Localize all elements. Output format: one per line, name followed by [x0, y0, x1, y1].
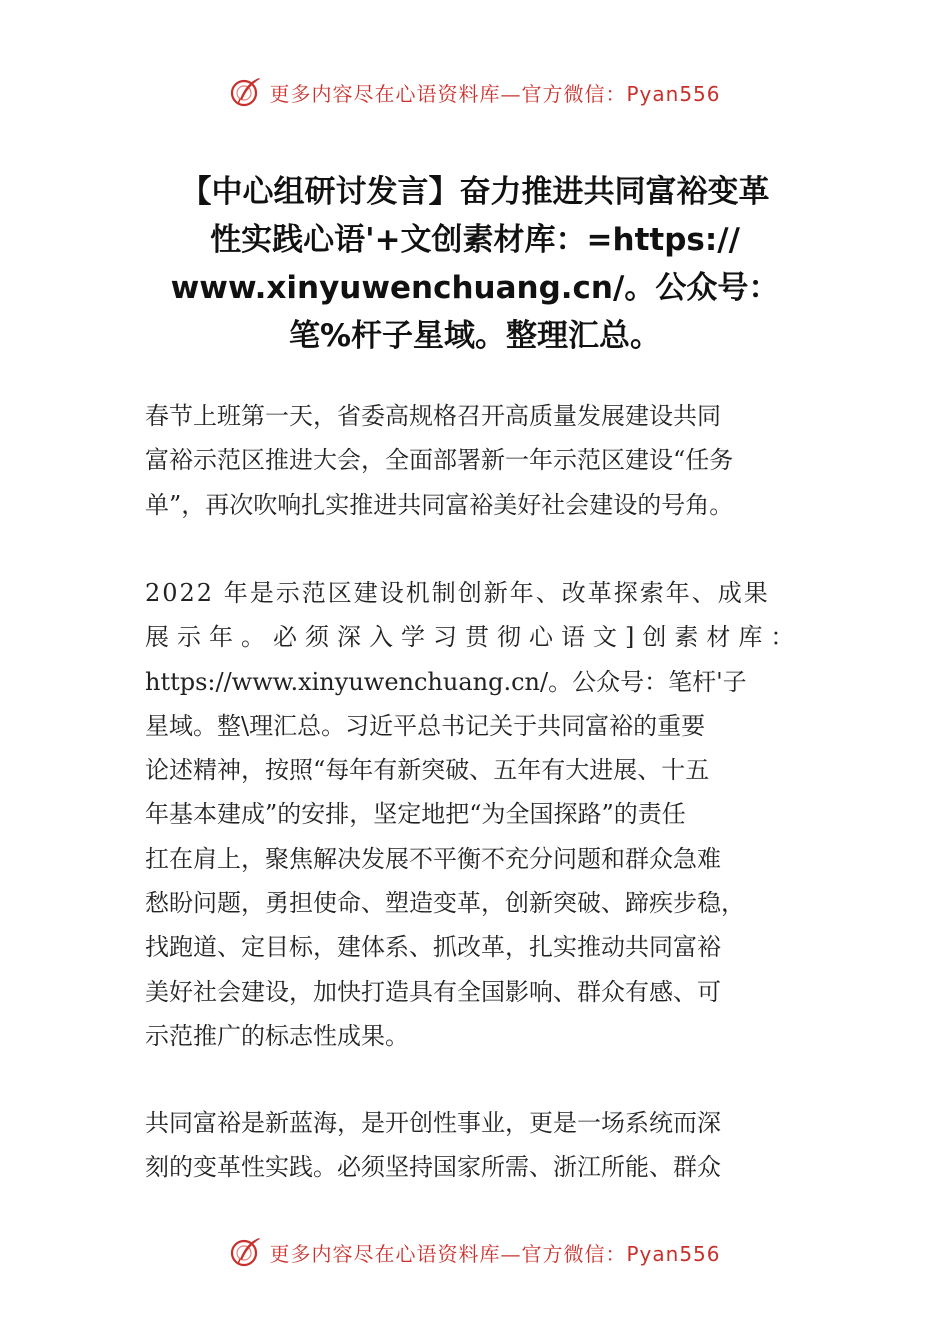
footer-banner-text	[269, 1238, 720, 1267]
quill-pen-logo-icon	[229, 1235, 263, 1269]
title-line: 性实践心语'+文创素材库：=https://	[210, 222, 740, 258]
footer-banner-wechat-id: Pyan556	[626, 1241, 721, 1266]
paragraph-1	[145, 394, 733, 527]
paragraph-line: 2022 年是示范区建设机制创新年、改革探索年、成果	[145, 579, 770, 607]
header-banner-wechat-label: 官方微信：	[521, 81, 627, 106]
paragraph-line: 展示年。必须深入学习贯彻心语文]创素材库：	[145, 623, 803, 652]
paragraph-line: 星域。整\理汇总。习近平总书记关于共同富裕的重要	[145, 711, 706, 740]
document-title	[120, 168, 830, 360]
title-line: www.xinyuwenchuang.cn/。公众号：	[170, 270, 780, 306]
paragraph-line: https://www.xinyuwenchuang.cn/。公众号：笔杆'子	[145, 667, 747, 696]
header-banner-slogan: 更多内容尽在心语资料库	[269, 81, 501, 106]
paragraph-line: 春节上班第一天，省委高规格召开高质量发展建设共同	[145, 402, 721, 430]
paragraph-line: 共同富裕是新蓝海，是开创性事业，更是一场系统而深	[145, 1109, 721, 1137]
paragraph-line: 愁盼问题，勇担使命、塑造变革，创新突破、蹄疾步稳，	[145, 889, 745, 918]
header-banner-text	[269, 78, 720, 107]
footer-banner-wechat-label: 官方微信：	[521, 1241, 627, 1266]
paragraph-2	[145, 571, 802, 1058]
footer-banner-separator: —	[500, 1241, 522, 1266]
paragraph-line: 单”，再次吹响扎实推进共同富裕美好社会建设的号角。	[145, 490, 734, 519]
paragraph-line: 论述精神，按照“每年有新突破、五年有大进展、十五	[145, 756, 710, 785]
paragraph-3	[145, 1101, 721, 1190]
quill-pen-logo-icon	[229, 75, 263, 109]
header-banner	[0, 70, 950, 114]
paragraph-line: 美好社会建设，加快打造具有全国影响、群众有感、可	[145, 977, 721, 1006]
paragraph-line: 扛在肩上，聚焦解决发展不平衡不充分问题和群众急难	[145, 844, 721, 873]
footer-banner-slogan: 更多内容尽在心语资料库	[269, 1241, 501, 1266]
title-line: 【中心组研讨发言】奋力推进共同富裕变革	[180, 174, 770, 210]
paragraph-line: 示范推广的标志性成果。	[145, 1021, 409, 1050]
header-banner-separator: —	[500, 81, 522, 106]
paragraph-line: 找跑道、定目标，建体系、抓改革，扎实推动共同富裕	[145, 933, 721, 962]
paragraph-line: 刻的变革性实践。必须坚持国家所需、浙江所能、群众	[145, 1153, 721, 1182]
paragraph-line: 年基本建成”的安排，坚定地把“为全国探路”的责任	[145, 800, 686, 829]
title-line: 笔%杆子星域。整理汇总。	[288, 318, 662, 354]
header-banner-wechat-id: Pyan556	[626, 81, 721, 106]
footer-banner	[0, 1230, 950, 1274]
paragraph-line: 富裕示范区推进大会，全面部署新一年示范区建设“任务	[145, 446, 734, 475]
